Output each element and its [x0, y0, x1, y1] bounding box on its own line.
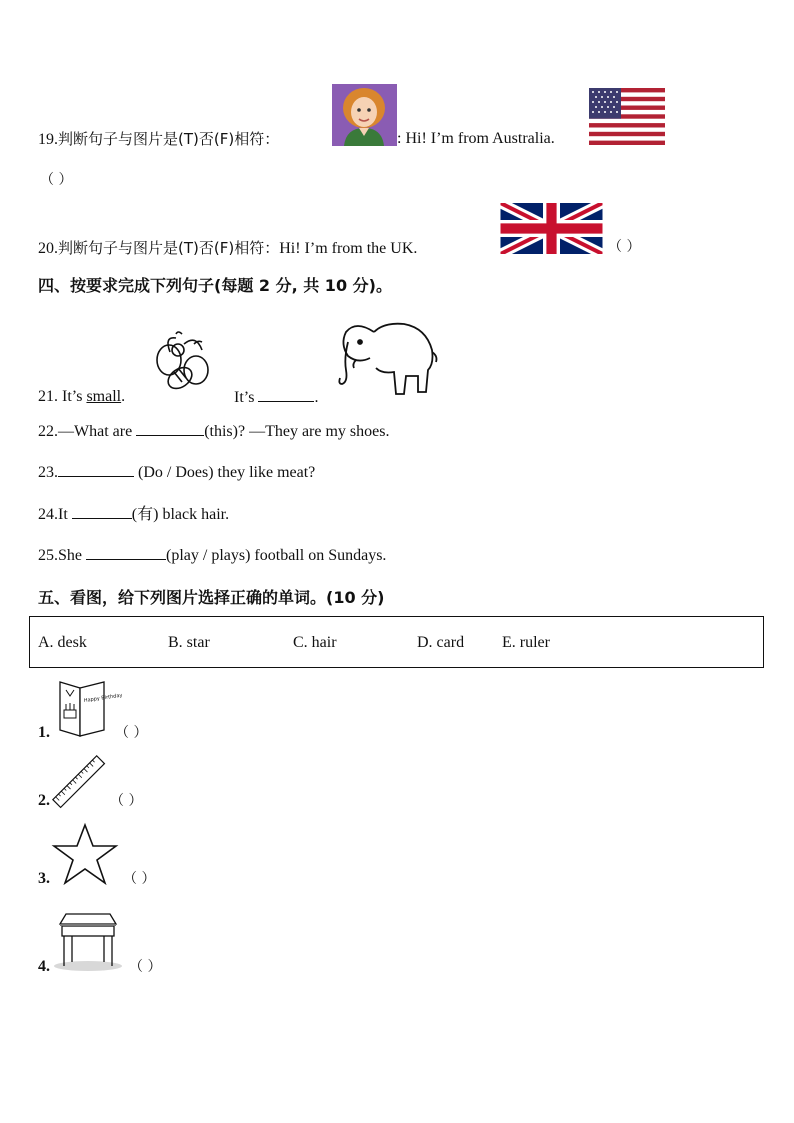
option-b: B. star [168, 634, 210, 651]
star-icon [52, 823, 118, 885]
girl-photo [332, 84, 397, 146]
ruler-icon [52, 754, 106, 810]
bee-icon [150, 330, 212, 398]
item3-answer-blank[interactable]: （ ） [123, 871, 156, 887]
q25-answer-blank[interactable] [86, 545, 166, 560]
q23-text: (Do / Does) they like meat? [134, 464, 316, 481]
option-c: C. hair [293, 634, 337, 651]
q24-text: (有) black hair. [131, 506, 230, 523]
q25-number: 25.She [38, 547, 86, 564]
q24-line [38, 504, 229, 525]
q21-number: 21. [38, 388, 58, 405]
q21-line [38, 387, 125, 407]
options-box [29, 616, 764, 668]
q24-answer-blank[interactable] [72, 504, 132, 519]
q20-answer-blank[interactable]: （ ） [608, 239, 641, 255]
option-e: E. ruler [502, 634, 550, 651]
q19-number: 19. [38, 131, 58, 148]
section5-title: 五、看图，给下列图片选择正确的单词。(10 分) [38, 588, 385, 607]
q22-answer-blank[interactable] [136, 421, 204, 436]
item2-number: 2. [38, 792, 50, 809]
q19-line [38, 129, 279, 150]
birthday-card-icon [56, 676, 123, 738]
q19-sentence: : Hi! I’m from Australia. [397, 130, 555, 147]
q20-instruction: 判断句子与图片是(T)否(F)相符： [58, 239, 280, 257]
q25-text: (play / plays) football on Sundays. [166, 547, 387, 564]
option-d: D. card [417, 634, 465, 651]
item4-answer-blank[interactable]: （ ） [129, 959, 162, 975]
q21-text-a: It’s [58, 388, 87, 405]
elephant-icon [334, 312, 440, 402]
q21-word-small: small [86, 388, 122, 405]
card-text: Happy Birthday [83, 692, 123, 704]
q23-number: 23. [38, 464, 58, 481]
item4-number: 4. [38, 958, 50, 975]
uk-flag [500, 203, 603, 254]
q23-line [38, 462, 315, 483]
q23-answer-blank[interactable] [58, 462, 134, 477]
q22-text-b: (this)? —They are my shoes. [204, 423, 390, 440]
q19-answer-blank[interactable]: （ ） [40, 172, 73, 188]
q21-text-b: . [121, 388, 126, 405]
q24-number: 24.It [38, 506, 72, 523]
q21-line-2 [234, 387, 318, 408]
q20-sentence: Hi! I’m from the UK. [279, 240, 418, 257]
item2-answer-blank[interactable]: （ ） [110, 793, 143, 809]
item1-answer-blank[interactable]: （ ） [115, 725, 148, 741]
item1-number: 1. [38, 724, 50, 741]
q22-line [38, 421, 389, 442]
q19-instruction: 判断句子与图片是(T)否(F)相符： [58, 130, 280, 148]
item3-number: 3. [38, 870, 50, 887]
q20-number: 20. [38, 240, 58, 257]
section4-title: 四、按要求完成下列句子(每题 2 分, 共 10 分)。 [38, 276, 392, 295]
desk-icon [52, 910, 122, 974]
option-a: A. desk [38, 634, 87, 651]
q21-answer-blank[interactable] [258, 387, 314, 402]
q20-line [38, 238, 417, 259]
q25-line [38, 545, 386, 566]
q22-text-a: 22.—What are [38, 423, 137, 440]
q21-text-c: It’s [234, 389, 259, 406]
usa-flag [589, 88, 665, 145]
q21-end: . [314, 389, 319, 406]
